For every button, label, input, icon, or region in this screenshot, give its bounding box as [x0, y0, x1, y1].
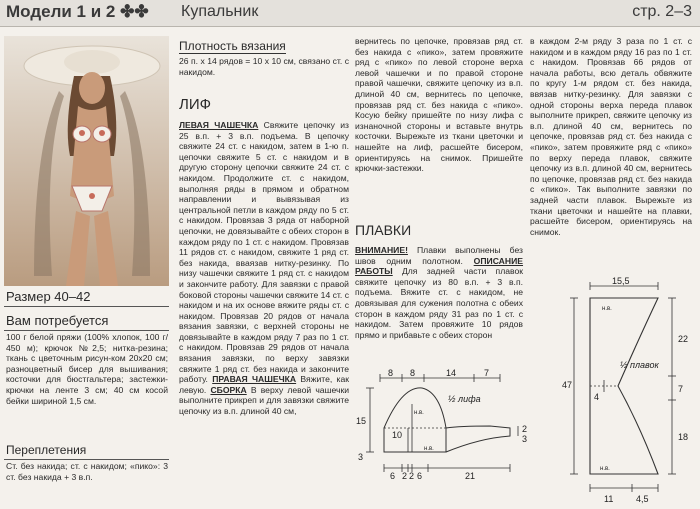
cup-dim-10: 10	[392, 430, 403, 440]
cup-dim-8b: 8	[410, 368, 416, 378]
stitches-rule	[4, 459, 169, 460]
cup-dim-3: 3	[358, 452, 364, 462]
cup-bottom-21: 21	[465, 471, 476, 481]
cup-bottom-6b: 6	[417, 471, 423, 481]
materials-rule	[4, 330, 169, 331]
panties-dim-4: 4	[594, 392, 600, 402]
panties-dim-18: 18	[678, 432, 689, 442]
cup-dim-15: 15	[356, 416, 367, 426]
header-subtitle: Купальник	[181, 3, 259, 20]
model-photo-drawing	[4, 36, 169, 286]
panties-label: ½ плавок	[620, 360, 659, 370]
panties-dim-7: 7	[678, 384, 684, 394]
bra-title: ЛИФ	[179, 96, 212, 113]
cup-nv-1: н.в.	[414, 410, 424, 416]
right-cup-label: ПРАВАЯ ЧАШЕЧКА	[212, 374, 297, 385]
cup-label: ½ лифа	[448, 394, 481, 404]
tie-dim-2: 2	[522, 424, 528, 434]
panties-dim-47: 47	[562, 380, 573, 390]
materials-title: Вам потребуется	[6, 313, 109, 328]
density-title: Плотность вязания	[179, 39, 286, 53]
panties-nv-1: н.в.	[602, 306, 612, 312]
panties-dim-45: 4,5	[636, 494, 649, 504]
tie-dim-3: 3	[522, 434, 528, 444]
model-photo	[4, 36, 169, 286]
cup-dim-7: 7	[484, 368, 490, 378]
cup-bottom-2a: 2	[402, 471, 408, 481]
materials-text: 100 г белой пряжи (100% хлопок, 100 г/ 450 м); крючок №2,5; нитка-резина; ткань с цветочным рисун-ком 20х20 см; разноцветный бисер для вышивания; косточки для бюстгальтера; застежки-крючки на ленте 3 см; 40 см косой бейки шириной 1,5 см.	[6, 332, 168, 406]
page-header	[0, 0, 700, 27]
panties-text: ВНИМАНИЕ! Плавки выполнены без швов одним полотном. ОПИСАНИЕ РАБОТЫ Для задней части плавок свяжите цепочку из 80 в.п. + 3 в.п. подъема. Вяжите ст. с накидом, не довязывая для сужения полотна с обеих сторон в каждом ряду 31 раз по 1 ст. с накидом. Затем провяжите 10 рядов прямо и прибавьте с обеих сторон	[355, 245, 524, 340]
cup-dim-8a: 8	[388, 368, 394, 378]
left-cup-text: ЛЕВАЯ ЧАШЕЧКА Свяжите цепочку из 25 в.п. + 3 в.п. подъема. В цепочку свяжите 24 ст. с накидом, затем в 1-ю п. цепочки свяжите 5 ст. с накидом и в другую сторону цепочки свяжите 24 ст. с накидом. Продолжите ст. с накидом, выполняя ряды в прямом и обратном направлении и вывязывая из центральной петли в каждом ряду по 5 ст. с накидом. Провязав 3 ряда от наборной цепочки, не довязывайте с обеих сторон в каждом ряду по 1 ст. с накидом. Провязав 11 рядов ст. с накидом, свяжите 1 ряд ст. без накида, вваязав нитку-резинку. По низу чашечки свяжите 1 ряд ст. с накидом и закончите работу. Для завязки с правой боковой стороны чашечки свяжите 14 ст. с накидом и на их основе вяжите ряды ст. с накидом. Провязав 20 рядов от начала вязания завязки, с верхней стороны не довязывайте в каждом ряду 7 раз по 1 ст. с накидом. Провязав 29 рядов от начала вязания завязки, по верху завязки свяжите 1 ряд ст. без накида и закончите работу. ПРАВАЯ ЧАШЕЧКА Вяжите, как левую. СБОРКА В верху левой чашечки выполните прикреп и для завязки свяжите цепочку из в.п. длиной 40 см,	[179, 120, 350, 417]
description-label: ОПИСАНИЕ РАБОТЫ	[355, 255, 524, 277]
panties-diagram	[560, 276, 696, 506]
panties-nv-2: н.в.	[600, 466, 610, 472]
stitches-text: Ст. без накида; ст. с накидом; «пико»: 3 ст. без накида + 3 в.п.	[6, 461, 168, 482]
size-title: Размер 40–42	[6, 289, 91, 304]
size-rule	[4, 306, 169, 307]
bra-cup-diagram	[350, 364, 540, 504]
cup-bottom-6a: 6	[390, 471, 396, 481]
panties-dim-top: 15,5	[612, 276, 630, 286]
attention-label: ВНИМАНИЕ!	[355, 245, 408, 255]
cup-nv-2: н.в.	[424, 446, 434, 452]
density-text: 26 п. х 14 рядов = 10 х 10 см, связано ст. с накидом.	[179, 56, 349, 77]
header-title: Модели 1 и 2 ✤✤	[6, 2, 149, 21]
left-cup-label: ЛЕВАЯ ЧАШЕЧКА	[179, 120, 259, 130]
panties-continued-text: в каждом 2-м ряду 3 раза по 1 ст. с накидом и в каждом ряду 16 раз по 1 ст. с накидом. Провязав 66 рядов от начала работы, всю деталь обвяжите по кругу 1-м рядом ст. без накида, ввязав нитку-резинку. Для завязки с одной стороны верха переда плавок выполните прикреп, свяжите цепочку из в.п. длиной 40 см, вернитесь по цепочке, провязав ряд ст. без накида с «пико», затем провяжите ряд с «пико» по верху переда плавок, свяжите цепочку из в.п. длиной 40 см, вернитесь по цепочке, провязав ряд ст. без накида с «пико». Так выполните завязки по задней части плавок. Вырежьте из ткани цветочки и нашейте на плавки, расшейте бисером, ориентируясь на снимок.	[530, 36, 692, 237]
panties-dim-22: 22	[678, 334, 689, 344]
cup-dim-14: 14	[446, 368, 457, 378]
panties-title: ПЛАВКИ	[355, 222, 412, 238]
assembly-continued-text: вернитесь по цепочке, провязав ряд ст. без накида с «пико», затем провяжите ряд с «пико» по левой стороне верха левой чашечки и по правой стороне правой чашечки, свяжите цепочку из в.п. длиной 40 см, вернитесь по цепочке, провязав ряд ст. без накида с «пико». Косую бейку пришейте по низу лифа с изнаночной стороны и вставьте внутрь косточки. Вырежьте из ткани цветочки и нашейте на лиф, расшейте бисером, ориентируясь на снимок. Пришейте крючки-застежки.	[355, 36, 523, 174]
panties-dim-11: 11	[604, 494, 614, 504]
cup-bottom-2b: 2	[409, 471, 415, 481]
assembly-label: СБОРКА	[210, 384, 247, 395]
stitches-title: Переплетения	[6, 443, 87, 457]
page-number: стр. 2–3	[632, 3, 692, 20]
